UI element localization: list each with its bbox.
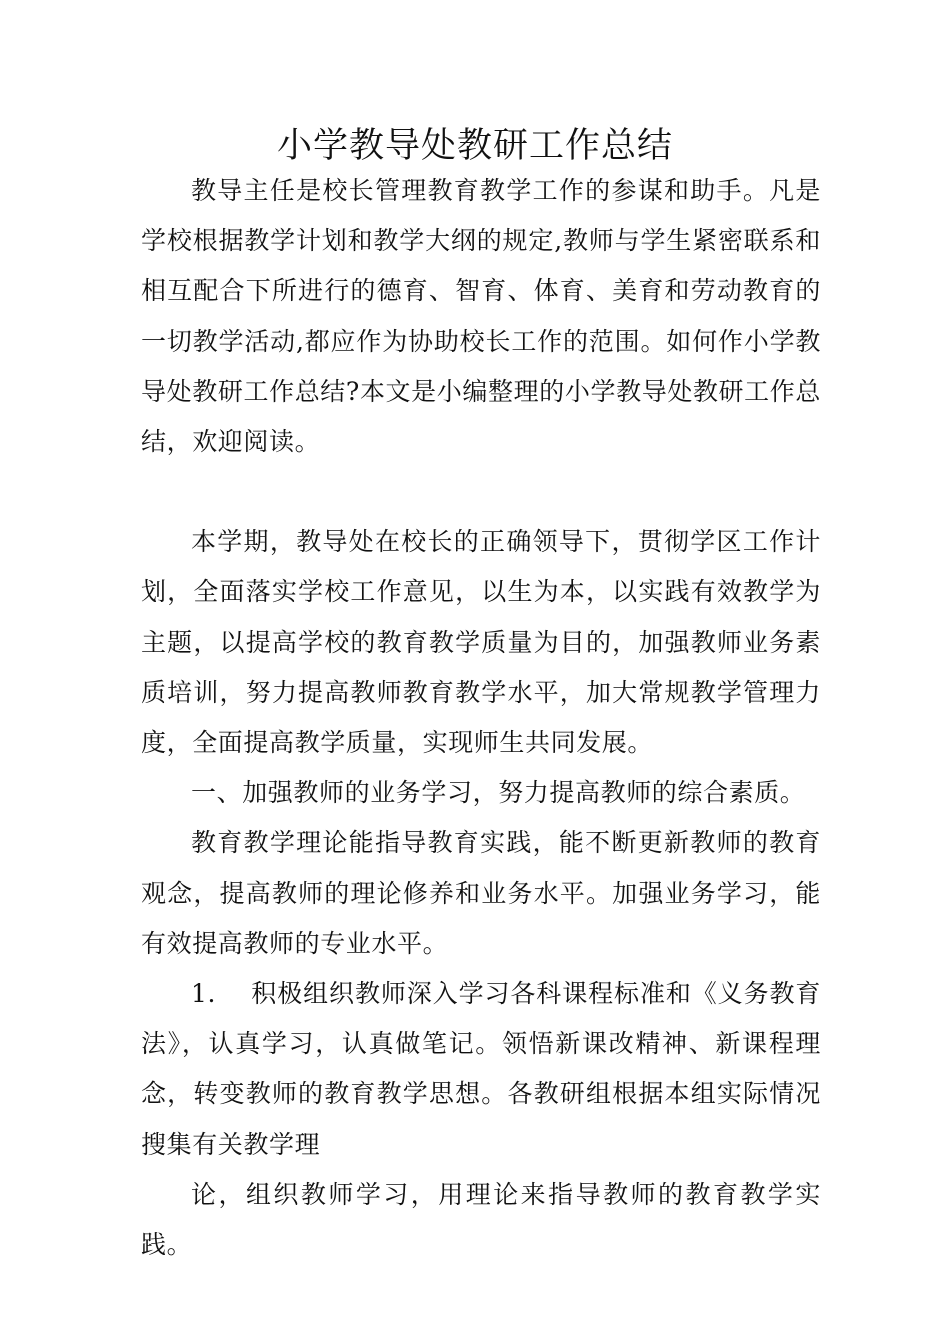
list-item-text: 积极组织教师深入学习各科课程标准和《义务教育法》，认真学习，认真做笔记。领悟新课改精神、新课程理念，转变教师的教育教学思想。各教研组根据本组实际情况搜集有关教学理 [141,979,821,1159]
paragraph-continuation: 论，组织教师学习，用理论来指导教师的教育教学实践。 [141,1179,821,1260]
document-title: 小学教导处教研工作总结 [276,126,673,167]
paragraph-intro: 教导主任是校长管理教育教学工作的参谋和助手。凡是学校根据教学计划和教学大纲的规定,教师与学生紧密联系和相互配合下所进行的德育、智育、体育、美育和劳动教育的一切教学活动,都应作为协助校长工作的范围。如何作小学教导处教研工作总结?本文是小编整理的小学教导处教研工作总结，欢迎阅读。 [141,176,821,457]
paragraph-theory: 教育教学理论能指导教育实践，能不断更新教师的教育观念，提高教师的理论修养和业务水平。加强业务学习，能有效提高教师的专业水平。 [141,828,821,958]
list-item-1 [141,969,821,1170]
paragraph-summary: 本学期，教导处在校长的正确领导下，贯彻学区工作计划，全面落实学校工作意见，以生为本，以实践有效教学为主题，以提高学校的教育教学质量为目的，加强教师业务素质培训，努力提高教师教育教学水平，加大常规教学管理力度，全面提高教学质量，实现师生共同发展。 [141,527,821,758]
list-number: 1. [191,979,217,1009]
section-heading: 一、加强教师的业务学习，努力提高教师的综合素质。 [191,778,806,808]
document-body [141,166,821,1270]
